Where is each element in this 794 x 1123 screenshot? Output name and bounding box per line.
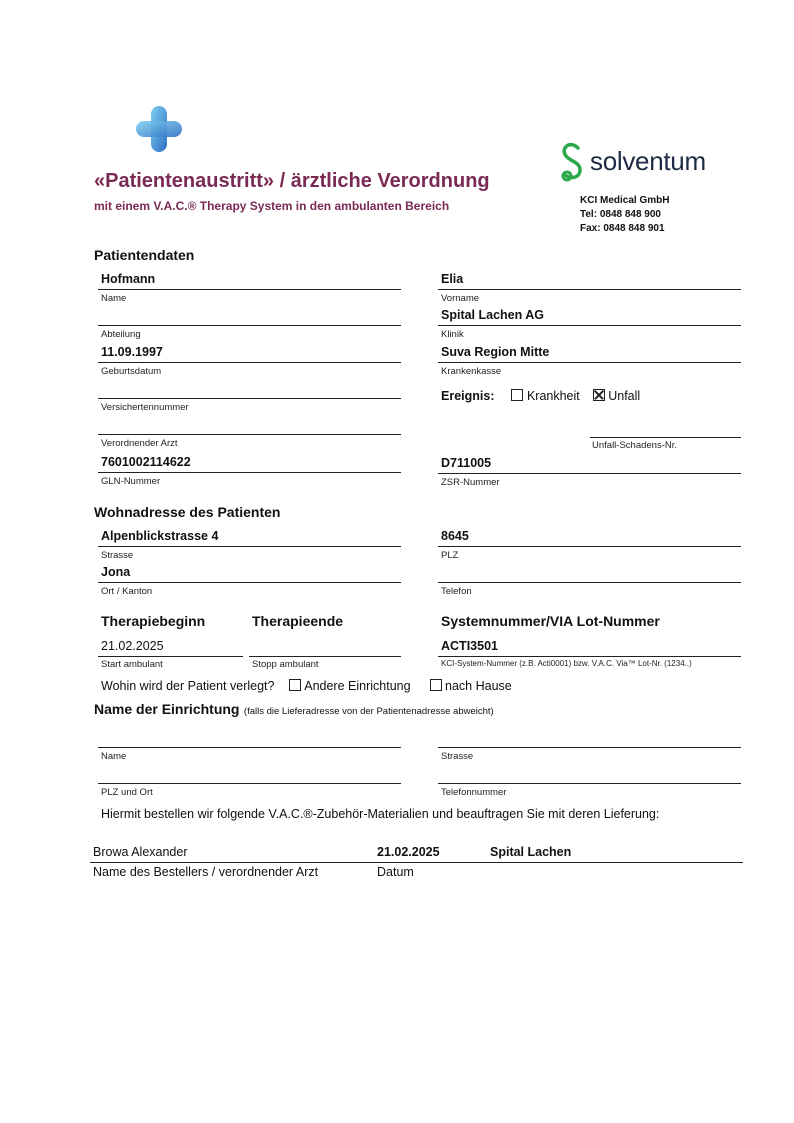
facility-plz-ort-label: PLZ und Ort [101,787,153,798]
ort-signature-value[interactable]: Spital Lachen [490,845,572,859]
andere-einrichtung-checkbox[interactable] [289,679,301,691]
facility-header [94,701,494,719]
zsr-value[interactable]: D711005 [441,456,492,470]
facility-telefon-label: Telefonnummer [441,787,507,798]
ort-label: Ort / Kanton [101,586,153,597]
solventum-s-icon [558,142,586,182]
ereignis-label: Ereignis: [441,389,495,403]
facility-name-label: Name [101,751,127,762]
therapiebeginn-header: Therapiebeginn [101,613,206,629]
krankheit-checkbox[interactable] [511,389,523,401]
plz-value[interactable]: 8645 [441,529,469,543]
company-tel: Tel: 0848 848 900 [580,209,661,220]
unfall-nr-label: Unfall-Schadens-Nr. [592,440,678,451]
geburtsdatum-label: Geburtsdatum [101,366,162,377]
plz-label: PLZ [441,550,459,561]
klinik-value[interactable]: Spital Lachen AG [441,308,545,322]
facility-note: (falls die Lieferadresse von der Patientenadresse abweicht) [243,706,494,717]
section-address-title: Wohnadresse des Patienten [94,504,281,520]
order-statement: Hiermit bestellen wir folgende V.A.C.®-Zubehör-Materialien und beauftragen Sie mit deren Lieferung: [101,807,660,821]
krankheit-label: Krankheit [526,389,580,403]
brand-name: solventum [590,146,706,176]
abteilung-label: Abteilung [101,329,141,340]
arzt-label: Verordnender Arzt [101,438,178,449]
zsr-label: ZSR-Nummer [441,477,500,488]
vorname-label: Vorname [441,293,480,304]
krankenkasse-label: Krankenkasse [441,366,502,377]
medical-cross-logo [136,106,182,152]
verlegt-row [101,679,512,693]
name-value[interactable]: Hofmann [101,272,156,286]
name-label: Name [101,293,127,304]
unfall-checkbox[interactable] [593,389,605,401]
section-patient-title: Patientendaten [94,247,195,263]
besteller-label: Name des Bestellers / verordnender Arzt [93,865,319,879]
versichertennummer-label: Versichertennummer [101,402,189,413]
ereignis-row [441,389,640,403]
andere-einrichtung-label: Andere Einrichtung [304,679,411,693]
stopp-label: Stopp ambulant [252,659,319,670]
nach-hause-label: nach Hause [445,679,512,693]
page-title: «Patientenaustritt» / ärztliche Verordnung [94,170,490,192]
krankenkasse-value[interactable]: Suva Region Mitte [441,345,550,359]
datum-value[interactable]: 21.02.2025 [377,845,440,859]
therapieende-header: Therapieende [252,613,344,629]
verlegt-question: Wohin wird der Patient verlegt? [101,679,275,693]
start-label: Start ambulant [101,659,163,670]
company-info [580,194,669,236]
datum-label: Datum [377,865,414,879]
besteller-value[interactable]: Browa Alexander [93,845,188,859]
page-subtitle: mit einem V.A.C.® Therapy System in den ambulanten Bereich [94,199,450,213]
ort-value[interactable]: Jona [101,565,131,579]
telefon-label: Telefon [441,586,472,597]
section-facility-title: Name der Einrichtung [94,701,240,717]
klinik-label: Klinik [441,329,464,340]
company-fax: Fax: 0848 848 901 [580,223,665,234]
company-name: KCI Medical GmbH [580,195,670,206]
nach-hause-checkbox[interactable] [430,679,442,691]
gln-label: GLN-Nummer [101,476,161,487]
vorname-value[interactable]: Elia [441,272,464,286]
system-label: KCI-System-Nummer (z.B. Acti0001) bzw. V.A.C. Via™ Lot-Nr. (1234..) [441,659,692,668]
strasse-label: Strasse [101,550,134,561]
start-value[interactable]: 21.02.2025 [101,639,164,653]
strasse-value[interactable]: Alpenblickstrasse 4 [101,529,219,543]
geburtsdatum-value[interactable]: 11.09.1997 [101,345,163,359]
facility-strasse-label: Strasse [441,751,474,762]
system-value[interactable]: ACTI3501 [441,639,498,653]
gln-value[interactable]: 7601002114622 [101,455,191,469]
unfall-label: Unfall [608,389,641,403]
systemnummer-header: Systemnummer/VIA Lot-Nummer [441,613,660,629]
